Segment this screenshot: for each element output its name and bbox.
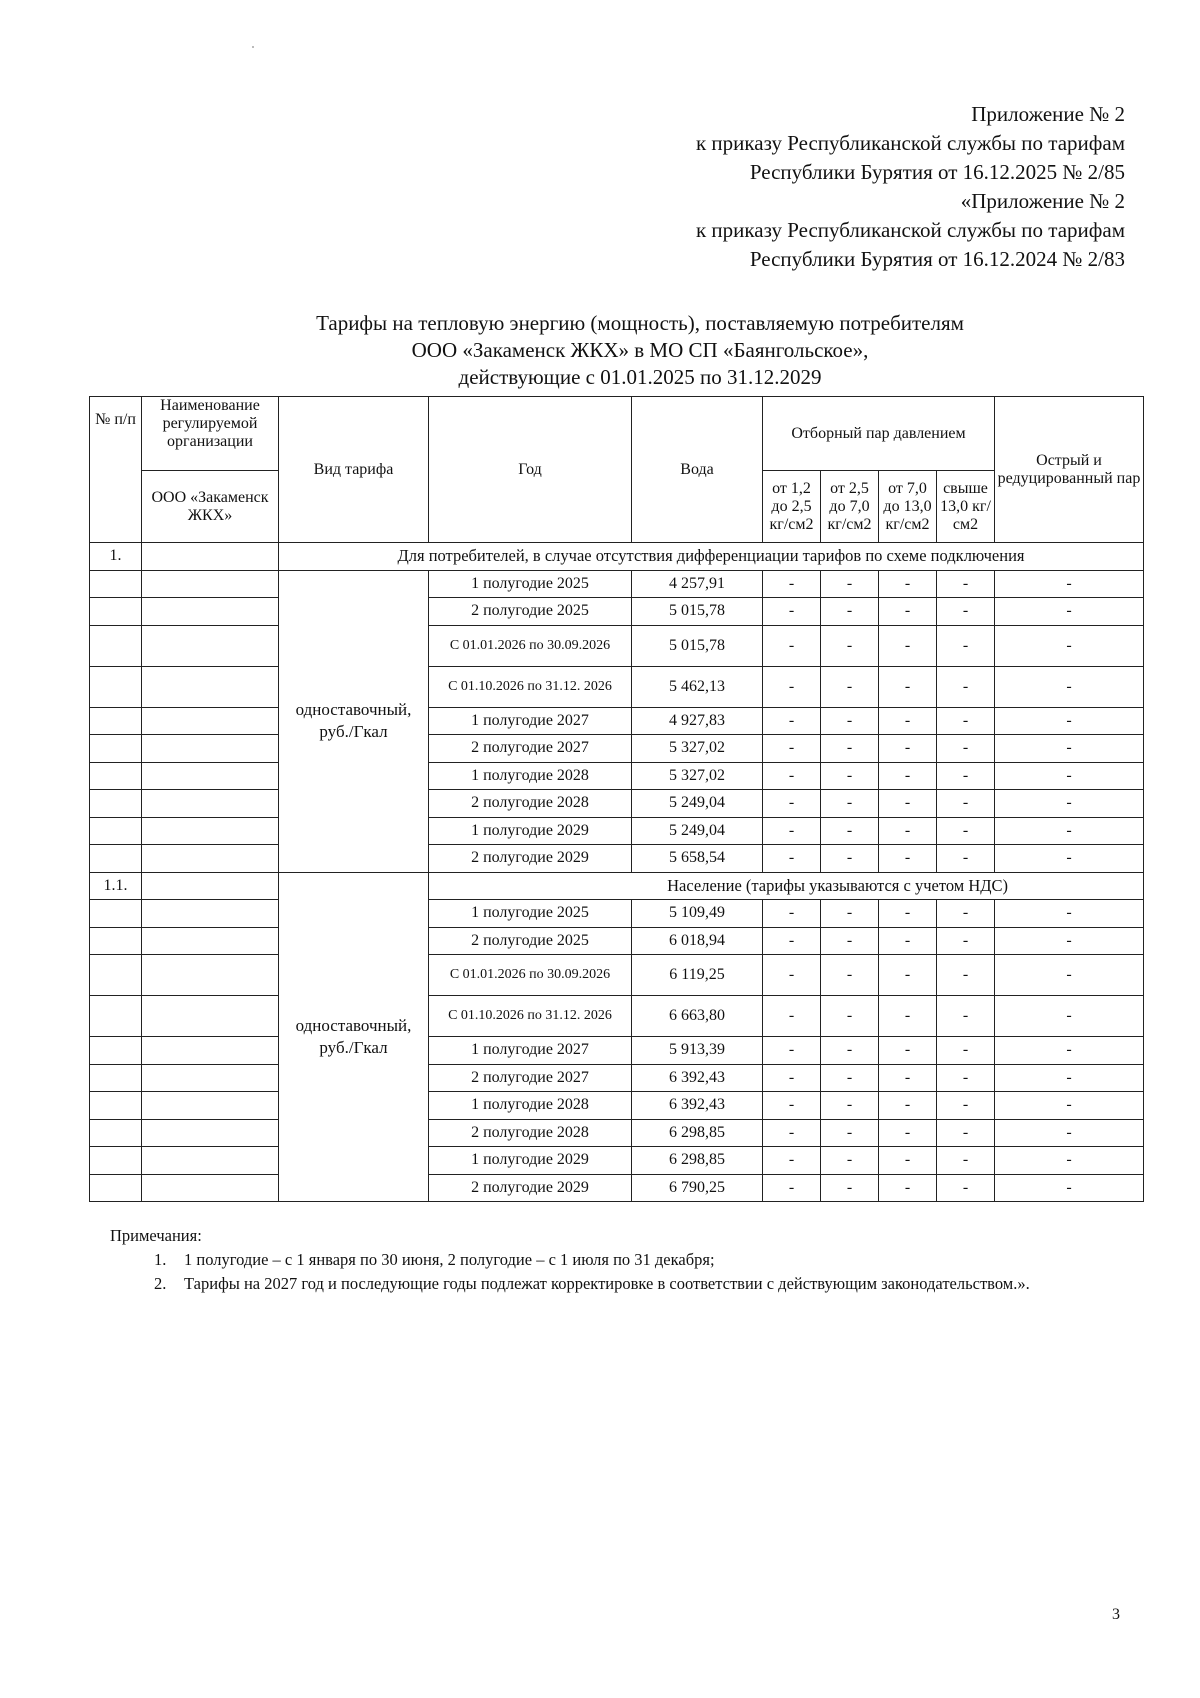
dash-cell: - bbox=[763, 1037, 821, 1065]
notes-heading: Примечания: bbox=[110, 1226, 202, 1245]
dash-cell: - bbox=[821, 1174, 879, 1202]
water-tariff-value: 4 927,83 bbox=[632, 707, 763, 735]
dash-cell: - bbox=[879, 996, 937, 1037]
empty-cell bbox=[142, 1147, 279, 1175]
page-number: 3 bbox=[1112, 1606, 1120, 1623]
dash-cell: - bbox=[995, 1037, 1144, 1065]
dash-cell: - bbox=[763, 707, 821, 735]
empty-cell bbox=[90, 735, 142, 763]
empty-cell bbox=[142, 625, 279, 666]
dash-cell: - bbox=[821, 927, 879, 955]
note-item bbox=[154, 1272, 1140, 1296]
period-cell: 1 полугодие 2025 bbox=[429, 900, 632, 928]
empty-cell bbox=[90, 598, 142, 626]
header-org-name: Наименование регулируемой организации bbox=[142, 397, 279, 471]
dash-cell: - bbox=[879, 955, 937, 996]
period-cell: 2 полугодие 2029 bbox=[429, 1174, 632, 1202]
note-text: 1 полугодие – с 1 января по 30 июня, 2 полугодие – с 1 июля по 31 декабря; bbox=[184, 1250, 715, 1269]
empty-cell bbox=[142, 598, 279, 626]
water-tariff-value: 6 790,25 bbox=[632, 1174, 763, 1202]
dash-cell: - bbox=[937, 996, 995, 1037]
dash-cell: - bbox=[821, 625, 879, 666]
empty-cell bbox=[90, 625, 142, 666]
dash-cell: - bbox=[937, 707, 995, 735]
dash-cell: - bbox=[937, 1147, 995, 1175]
dash-cell: - bbox=[763, 845, 821, 873]
dash-cell: - bbox=[763, 955, 821, 996]
dash-cell: - bbox=[821, 707, 879, 735]
dash-cell: - bbox=[879, 598, 937, 626]
water-tariff-value: 6 119,25 bbox=[632, 955, 763, 996]
header-org-value: ООО «Закаменск ЖКХ» bbox=[142, 471, 279, 543]
period-cell: 2 полугодие 2027 bbox=[429, 735, 632, 763]
header-line: к приказу Республиканской службы по тарифам bbox=[695, 218, 1125, 242]
empty-cell bbox=[142, 872, 279, 900]
water-tariff-value: 6 392,43 bbox=[632, 1064, 763, 1092]
dash-cell: - bbox=[763, 598, 821, 626]
dash-cell: - bbox=[937, 1037, 995, 1065]
dash-cell: - bbox=[995, 1092, 1144, 1120]
dash-cell: - bbox=[937, 598, 995, 626]
empty-cell bbox=[142, 762, 279, 790]
dash-cell: - bbox=[821, 570, 879, 598]
period-cell: 2 полугодие 2025 bbox=[429, 598, 632, 626]
dash-cell: - bbox=[763, 790, 821, 818]
dash-cell: - bbox=[995, 1119, 1144, 1147]
dash-cell: - bbox=[763, 1092, 821, 1120]
section-row bbox=[90, 872, 1144, 900]
empty-cell bbox=[142, 817, 279, 845]
dash-cell: - bbox=[821, 598, 879, 626]
empty-cell bbox=[90, 707, 142, 735]
dash-cell: - bbox=[995, 1174, 1144, 1202]
dash-cell: - bbox=[995, 1064, 1144, 1092]
empty-cell bbox=[142, 1119, 279, 1147]
water-tariff-value: 6 018,94 bbox=[632, 927, 763, 955]
tariff-type: одноставочный, руб./Гкал bbox=[279, 570, 429, 872]
water-tariff-value: 5 015,78 bbox=[632, 625, 763, 666]
table-row bbox=[90, 1119, 1144, 1147]
document-title bbox=[0, 310, 1200, 391]
period-cell: 2 полугодие 2025 bbox=[429, 927, 632, 955]
title-line: действующие с 01.01.2025 по 31.12.2029 bbox=[458, 365, 822, 389]
header-line: Республики Бурятия от 16.12.2024 № 2/83 bbox=[749, 247, 1125, 271]
dash-cell: - bbox=[879, 1092, 937, 1120]
table-row bbox=[90, 1064, 1144, 1092]
note-number: 2. bbox=[154, 1274, 167, 1293]
empty-cell bbox=[142, 1174, 279, 1202]
empty-cell bbox=[142, 1037, 279, 1065]
table-row bbox=[90, 1037, 1144, 1065]
empty-cell bbox=[142, 1092, 279, 1120]
empty-cell bbox=[142, 666, 279, 707]
empty-cell bbox=[90, 1064, 142, 1092]
dash-cell: - bbox=[995, 1147, 1144, 1175]
header-year: Год bbox=[429, 397, 632, 543]
empty-cell bbox=[142, 707, 279, 735]
period-cell: 2 полугодие 2028 bbox=[429, 790, 632, 818]
period-cell: 1 полугодие 2028 bbox=[429, 762, 632, 790]
dash-cell: - bbox=[879, 817, 937, 845]
header-sharp-steam: Острый и редуцированный пар bbox=[995, 397, 1144, 543]
empty-cell bbox=[90, 1119, 142, 1147]
dash-cell: - bbox=[879, 570, 937, 598]
section-number: 1.1. bbox=[90, 872, 142, 900]
section-row bbox=[90, 543, 1144, 571]
table-row bbox=[90, 1092, 1144, 1120]
dash-cell: - bbox=[879, 666, 937, 707]
header-pressure-2: от 2,5 до 7,0 кг/см2 bbox=[821, 471, 879, 543]
dash-cell: - bbox=[821, 1147, 879, 1175]
header-selected-steam: Отборный пар давлением bbox=[763, 397, 995, 471]
empty-cell bbox=[142, 900, 279, 928]
empty-cell bbox=[142, 845, 279, 873]
empty-cell bbox=[142, 790, 279, 818]
dash-cell: - bbox=[879, 1147, 937, 1175]
table-row bbox=[90, 625, 1144, 666]
dash-cell: - bbox=[821, 762, 879, 790]
table-row bbox=[90, 1174, 1144, 1202]
dash-cell: - bbox=[821, 1119, 879, 1147]
header-line: к приказу Республиканской службы по тарифам bbox=[695, 131, 1125, 155]
dash-cell: - bbox=[995, 790, 1144, 818]
table-row bbox=[90, 845, 1144, 873]
tariff-table bbox=[89, 396, 1144, 1202]
table-row bbox=[90, 955, 1144, 996]
water-tariff-value: 5 249,04 bbox=[632, 790, 763, 818]
section-label: Для потребителей, в случае отсутствия дифференциации тарифов по схеме подключения bbox=[279, 543, 1144, 571]
dash-cell: - bbox=[937, 1119, 995, 1147]
dash-cell: - bbox=[763, 900, 821, 928]
water-tariff-value: 5 109,49 bbox=[632, 900, 763, 928]
table-row bbox=[90, 707, 1144, 735]
empty-cell bbox=[90, 1092, 142, 1120]
empty-cell bbox=[90, 666, 142, 707]
dash-cell: - bbox=[937, 1064, 995, 1092]
period-cell: 2 полугодие 2028 bbox=[429, 1119, 632, 1147]
dash-cell: - bbox=[821, 845, 879, 873]
title-line: Тарифы на тепловую энергию (мощность), поставляемую потребителям bbox=[316, 311, 964, 335]
section-number: 1. bbox=[90, 543, 142, 571]
dash-cell: - bbox=[995, 598, 1144, 626]
header-pressure-1: от 1,2 до 2,5 кг/см2 bbox=[763, 471, 821, 543]
period-cell: 1 полугодие 2029 bbox=[429, 1147, 632, 1175]
dash-cell: - bbox=[937, 570, 995, 598]
title-line: ООО «Закаменск ЖКХ» в МО СП «Баянгольское», bbox=[411, 338, 869, 362]
dash-cell: - bbox=[879, 1119, 937, 1147]
empty-cell bbox=[90, 1147, 142, 1175]
dash-cell: - bbox=[821, 735, 879, 763]
dash-cell: - bbox=[937, 666, 995, 707]
appendix-header bbox=[696, 100, 1125, 274]
empty-cell bbox=[142, 927, 279, 955]
dash-cell: - bbox=[995, 817, 1144, 845]
dash-cell: - bbox=[995, 955, 1144, 996]
dash-cell: - bbox=[879, 707, 937, 735]
dash-cell: - bbox=[763, 1174, 821, 1202]
empty-cell bbox=[90, 762, 142, 790]
dash-cell: - bbox=[995, 900, 1144, 928]
dash-cell: - bbox=[937, 1174, 995, 1202]
dash-cell: - bbox=[879, 762, 937, 790]
water-tariff-value: 5 658,54 bbox=[632, 845, 763, 873]
empty-cell bbox=[142, 570, 279, 598]
note-text: Тарифы на 2027 год и последующие годы подлежат корректировке в соответствии с действующим законодательством.». bbox=[184, 1274, 1030, 1293]
dash-cell: - bbox=[763, 1119, 821, 1147]
dash-cell: - bbox=[937, 900, 995, 928]
dash-cell: - bbox=[937, 845, 995, 873]
table-row bbox=[90, 927, 1144, 955]
table-row bbox=[90, 996, 1144, 1037]
dash-cell: - bbox=[821, 955, 879, 996]
header-pressure-3: от 7,0 до 13,0 кг/см2 bbox=[879, 471, 937, 543]
tariff-type: одноставочный, руб./Гкал bbox=[279, 872, 429, 1202]
table-row bbox=[90, 790, 1144, 818]
header-line: Республики Бурятия от 16.12.2025 № 2/85 bbox=[749, 160, 1125, 184]
dash-cell: - bbox=[995, 927, 1144, 955]
dash-cell: - bbox=[879, 625, 937, 666]
empty-cell bbox=[90, 1174, 142, 1202]
period-cell: С 01.01.2026 по 30.09.2026 bbox=[429, 955, 632, 996]
period-cell: 1 полугодие 2027 bbox=[429, 1037, 632, 1065]
header-pressure-4: свыше 13,0 кг/см2 bbox=[937, 471, 995, 543]
empty-cell bbox=[142, 735, 279, 763]
dash-cell: - bbox=[879, 927, 937, 955]
period-cell: 2 полугодие 2027 bbox=[429, 1064, 632, 1092]
water-tariff-value: 6 298,85 bbox=[632, 1147, 763, 1175]
dash-cell: - bbox=[763, 762, 821, 790]
dash-cell: - bbox=[937, 790, 995, 818]
dash-cell: - bbox=[763, 1147, 821, 1175]
section-label: Население (тарифы указываются с учетом НДС) bbox=[429, 872, 1144, 900]
dash-cell: - bbox=[763, 625, 821, 666]
empty-cell bbox=[90, 790, 142, 818]
period-cell: 1 полугодие 2028 bbox=[429, 1092, 632, 1120]
dash-cell: - bbox=[937, 1092, 995, 1120]
water-tariff-value: 5 327,02 bbox=[632, 762, 763, 790]
empty-cell bbox=[142, 1064, 279, 1092]
empty-cell bbox=[90, 1037, 142, 1065]
dash-cell: - bbox=[995, 845, 1144, 873]
dash-cell: - bbox=[821, 817, 879, 845]
water-tariff-value: 5 462,13 bbox=[632, 666, 763, 707]
period-cell: С 01.10.2026 по 31.12. 2026 bbox=[429, 996, 632, 1037]
empty-cell bbox=[90, 845, 142, 873]
dash-cell: - bbox=[821, 900, 879, 928]
header-num: № п/п bbox=[90, 397, 142, 543]
empty-cell bbox=[142, 996, 279, 1037]
table-row bbox=[90, 762, 1144, 790]
dash-cell: - bbox=[763, 570, 821, 598]
table-row bbox=[90, 570, 1144, 598]
empty-cell bbox=[90, 996, 142, 1037]
dash-cell: - bbox=[763, 666, 821, 707]
dash-cell: - bbox=[821, 1037, 879, 1065]
dash-cell: - bbox=[879, 1174, 937, 1202]
dash-cell: - bbox=[937, 735, 995, 763]
table-row bbox=[90, 817, 1144, 845]
dash-cell: - bbox=[821, 790, 879, 818]
empty-cell bbox=[90, 955, 142, 996]
dash-cell: - bbox=[879, 790, 937, 818]
period-cell: 1 полугодие 2025 bbox=[429, 570, 632, 598]
table-row bbox=[90, 598, 1144, 626]
header-tariff-type: Вид тарифа bbox=[279, 397, 429, 543]
dash-cell: - bbox=[937, 762, 995, 790]
water-tariff-value: 5 327,02 bbox=[632, 735, 763, 763]
dash-cell: - bbox=[879, 1037, 937, 1065]
dash-cell: - bbox=[995, 707, 1144, 735]
dash-cell: - bbox=[995, 762, 1144, 790]
water-tariff-value: 5 015,78 bbox=[632, 598, 763, 626]
dash-cell: - bbox=[937, 927, 995, 955]
dash-cell: - bbox=[821, 1092, 879, 1120]
dash-cell: - bbox=[995, 570, 1144, 598]
empty-cell bbox=[90, 927, 142, 955]
dash-cell: - bbox=[821, 1064, 879, 1092]
water-tariff-value: 4 257,91 bbox=[632, 570, 763, 598]
empty-cell bbox=[142, 955, 279, 996]
period-cell: С 01.10.2026 по 31.12. 2026 bbox=[429, 666, 632, 707]
period-cell: С 01.01.2026 по 30.09.2026 bbox=[429, 625, 632, 666]
dash-cell: - bbox=[879, 1064, 937, 1092]
dash-cell: - bbox=[763, 735, 821, 763]
dash-cell: - bbox=[879, 845, 937, 873]
table-row bbox=[90, 1147, 1144, 1175]
dash-cell: - bbox=[995, 666, 1144, 707]
table-row bbox=[90, 900, 1144, 928]
scan-speck bbox=[252, 46, 254, 48]
empty-cell bbox=[90, 570, 142, 598]
water-tariff-value: 5 249,04 bbox=[632, 817, 763, 845]
water-tariff-value: 5 913,39 bbox=[632, 1037, 763, 1065]
header-line: «Приложение № 2 bbox=[960, 189, 1125, 213]
water-tariff-value: 6 392,43 bbox=[632, 1092, 763, 1120]
water-tariff-value: 6 298,85 bbox=[632, 1119, 763, 1147]
dash-cell: - bbox=[821, 996, 879, 1037]
dash-cell: - bbox=[821, 666, 879, 707]
dash-cell: - bbox=[879, 735, 937, 763]
dash-cell: - bbox=[937, 817, 995, 845]
period-cell: 2 полугодие 2029 bbox=[429, 845, 632, 873]
notes bbox=[110, 1224, 1140, 1296]
dash-cell: - bbox=[937, 955, 995, 996]
period-cell: 1 полугодие 2027 bbox=[429, 707, 632, 735]
dash-cell: - bbox=[879, 900, 937, 928]
dash-cell: - bbox=[763, 927, 821, 955]
empty-cell bbox=[90, 900, 142, 928]
dash-cell: - bbox=[995, 996, 1144, 1037]
dash-cell: - bbox=[763, 996, 821, 1037]
table-row bbox=[90, 666, 1144, 707]
dash-cell: - bbox=[995, 735, 1144, 763]
header-line: Приложение № 2 bbox=[971, 102, 1125, 126]
dash-cell: - bbox=[763, 1064, 821, 1092]
table-row bbox=[90, 735, 1144, 763]
dash-cell: - bbox=[763, 817, 821, 845]
note-item bbox=[154, 1248, 1140, 1272]
period-cell: 1 полугодие 2029 bbox=[429, 817, 632, 845]
dash-cell: - bbox=[995, 625, 1144, 666]
empty-cell bbox=[90, 817, 142, 845]
water-tariff-value: 6 663,80 bbox=[632, 996, 763, 1037]
note-number: 1. bbox=[154, 1250, 167, 1269]
header-water: Вода bbox=[632, 397, 763, 543]
empty-cell bbox=[142, 543, 279, 571]
dash-cell: - bbox=[937, 625, 995, 666]
